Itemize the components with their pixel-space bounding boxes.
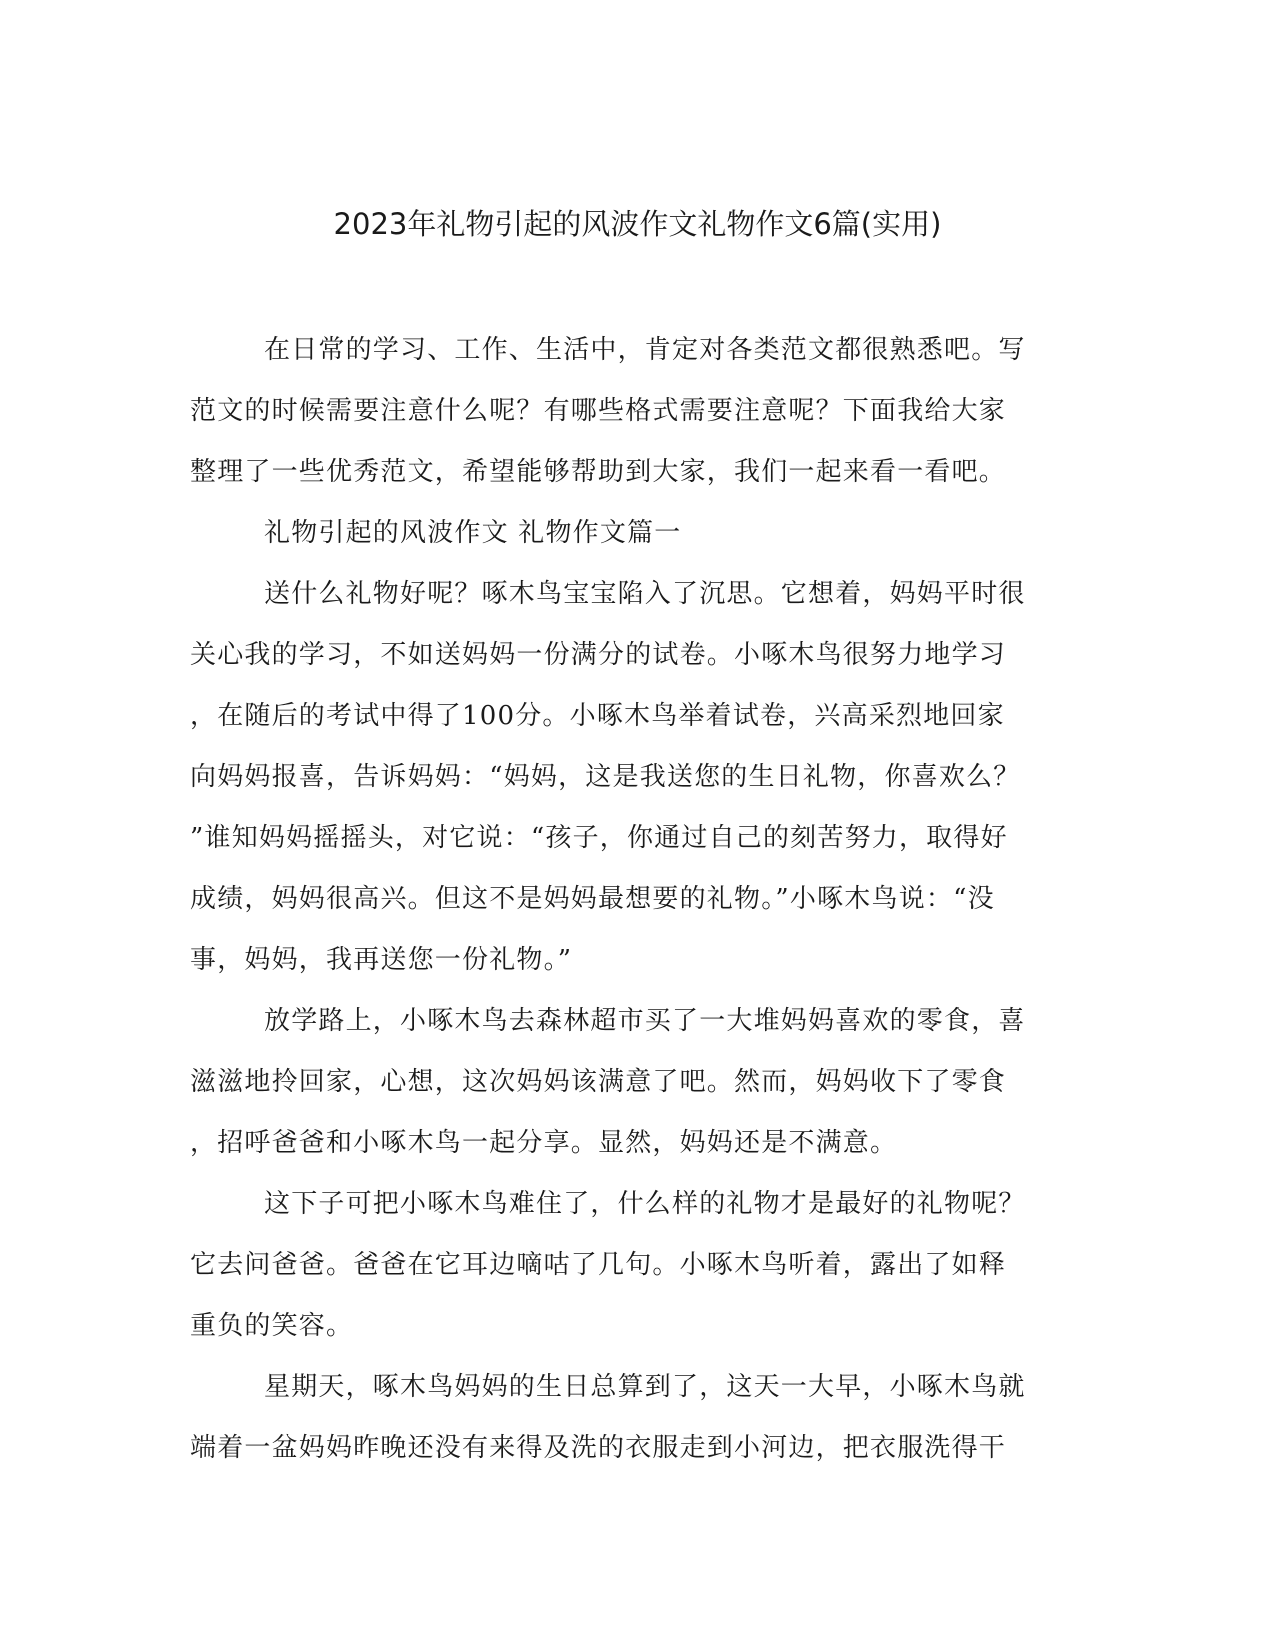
text-line: 送什么礼物好呢？啄木鸟宝宝陷入了沉思。它想着，妈妈平时很 [264, 579, 1026, 609]
text-line: 关心我的学习，不如送妈妈一份满分的试卷。小啄木鸟很努力地学习 [190, 640, 1007, 670]
text-line: 这下子可把小啄木鸟难住了，什么样的礼物才是最好的礼物呢？ [264, 1189, 1026, 1219]
text-line: 整理了一些优秀范文，希望能够帮助到大家，我们一起来看一看吧。 [190, 457, 1007, 487]
text-line: 放学路上，小啄木鸟去森林超市买了一大堆妈妈喜欢的零食，喜 [264, 1006, 1026, 1036]
text-line: ，招呼爸爸和小啄木鸟一起分享。显然，妈妈还是不满意。 [190, 1128, 898, 1158]
text-line: 事，妈妈，我再送您一份礼物。” [190, 945, 573, 975]
text-line: 重负的笑容。 [190, 1311, 354, 1341]
text-line: 成绩，妈妈很高兴。但这不是妈妈最想要的礼物。”小啄木鸟说：“没 [190, 884, 995, 914]
text-line: 星期天，啄木鸟妈妈的生日总算到了，这天一大早，小啄木鸟就 [264, 1372, 1026, 1402]
text-line: ，在随后的考试中得了100分。小啄木鸟举着试卷，兴高采烈地回家 [190, 701, 1005, 731]
document-title: 2023年礼物引起的风波作文礼物作文6篇(实用) [333, 207, 942, 241]
section-heading: 礼物引起的风波作文 礼物作文篇一 [264, 518, 682, 548]
text-line: ”谁知妈妈摇摇头，对它说：“孩子，你通过自己的刻苦努力，取得好 [190, 823, 1008, 853]
text-line: 在日常的学习、工作、生活中，肯定对各类范文都很熟悉吧。写 [264, 335, 1026, 365]
text-line: 滋滋地拎回家，心想，这次妈妈该满意了吧。然而，妈妈收下了零食 [190, 1067, 1007, 1097]
text-line: 向妈妈报喜，告诉妈妈：“妈妈，这是我送您的生日礼物，你喜欢么？ [190, 762, 1021, 792]
text-line: 范文的时候需要注意什么呢？有哪些格式需要注意呢？下面我给大家 [190, 396, 1007, 426]
text-line: 它去问爸爸。爸爸在它耳边嘀咕了几句。小啄木鸟听着，露出了如释 [190, 1250, 1007, 1280]
text-line: 端着一盆妈妈昨晚还没有来得及洗的衣服走到小河边，把衣服洗得干 [190, 1433, 1007, 1463]
document-body [190, 330, 1070, 1489]
